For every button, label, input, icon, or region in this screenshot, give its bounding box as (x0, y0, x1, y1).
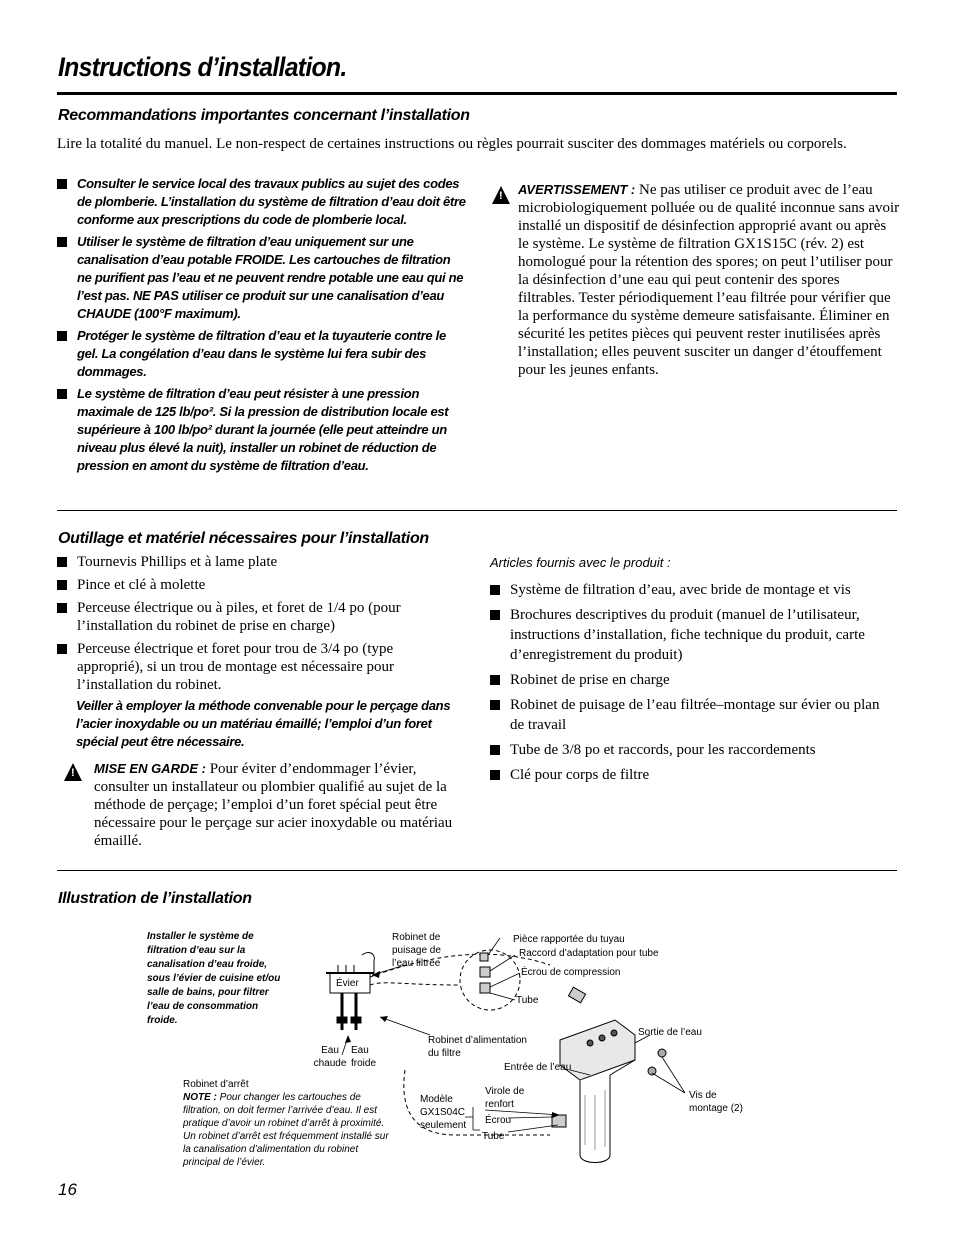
list-item: Clé pour corps de filtre (490, 765, 895, 785)
bullet-square (57, 580, 67, 590)
caution-label: MISE EN GARDE : (94, 761, 206, 776)
label-vis-montage: Vis de montage (2) (689, 1090, 743, 1114)
filter-housing (552, 1020, 635, 1163)
label-raccord-adaptation: Raccord d’adaptation pour tube (519, 948, 659, 959)
label-robinet-arret: Robinet d’arrêt (183, 1079, 249, 1090)
list-item: Tournevis Phillips et à lame plate (57, 553, 457, 571)
caution-icon: ! (64, 763, 82, 781)
supplied-heading: Articles fournis avec le produit : (490, 555, 671, 570)
label-eau-chaude: Eau chaude (313, 1045, 347, 1069)
bullet-square (57, 179, 67, 189)
caution-text: Pour éviter d’endommager l’évier, consulter un installateur ou plombier qualifié au sujet de la méthode de perçage; l’emploi d’un foret spécial peut être nécessaire pour le perçage sur acier inoxydable ou matériau émaillé. (94, 761, 453, 849)
label-sortie-eau: Sortie de l’eau (638, 1027, 702, 1038)
install-note: Installer le système de filtration d’eau sur la canalisation d’eau froide, sous l’évier de cuisine et/ou salle de bains, pour filtrer l’eau de consommation froide. (147, 931, 281, 1026)
label-virole: Virole de renfort (485, 1086, 525, 1110)
bullet-square (490, 610, 500, 620)
bullet-square (57, 389, 67, 399)
bullet-square (57, 237, 67, 247)
tools-list (57, 553, 457, 694)
note-text: Pour changer les cartouches de filtration, on doit fermer l’arrivée d’eau. Il est pratique d’avoir un robinet d’arrêt à proximité. Un robinet d’arrêt est fréquemment installé sur la canalisation d’alimentation du robinet principal de l’évier. (183, 1092, 389, 1168)
list-item: Perceuse électrique et foret pour trou de 3/4 po (type approprié), si un trou de montage est nécessaire pour l’installation du robinet. (57, 640, 457, 694)
intro-paragraph: Lire la totalité du manuel. Le non-respect de certaines instructions ou règles pourrait susciter des dommages matériels ou corporels. (57, 136, 847, 152)
bullet-square (490, 700, 500, 710)
bullet-square (490, 675, 500, 685)
label-tube: Tube (516, 995, 539, 1006)
warning-block (518, 181, 900, 379)
label-tube-2: Tube (482, 1131, 505, 1142)
bullet-square (57, 557, 67, 567)
section-divider (57, 510, 897, 511)
recommendations-list (57, 175, 467, 475)
bullet-square (490, 745, 500, 755)
section-heading-tools: Outillage et matériel nécessaires pour l’installation (58, 530, 429, 547)
caution-block (94, 760, 464, 850)
bullet-square (490, 585, 500, 595)
list-item: Pince et clé à molette (57, 576, 457, 594)
section-heading-recommendations: Recommandations importantes concernant l’installation (58, 107, 470, 124)
section-divider (57, 870, 897, 871)
list-item: Le système de filtration d’eau peut résister à une pression maximale de 125 lb/po². Si la pression de distribution locale est supérieure à 100 lb/po² durant la journée (elle peut atteindre un niveau plus élevé la nuit), installer un robinet de réduction de pression en amont du système de filtration d’eau. (57, 385, 467, 475)
warning-icon: ! (492, 186, 510, 204)
bullet-square (490, 770, 500, 780)
sink-illustration (326, 953, 374, 1030)
label-evier: Évier (336, 978, 359, 989)
drill-note: Veiller à employer la méthode convenable pour le perçage dans l’acier inoxydable ou un matériau émaillé; l’emploi d’un foret spécial peut être nécessaire. (76, 698, 451, 749)
label-ecrou: Écrou (485, 1115, 512, 1126)
label-eau-froide: Eau froide (351, 1045, 377, 1069)
bullet-square (57, 644, 67, 654)
label-modele: Modèle GX1S04C seulement (420, 1094, 467, 1131)
label-entree-eau: Entrée de l’eau (504, 1062, 572, 1073)
label-piece-rapportee: Pièce rapportée du tuyau (513, 934, 625, 945)
list-item: Système de filtration d’eau, avec bride de montage et vis (490, 580, 895, 600)
list-item: Robinet de prise en charge (490, 670, 895, 690)
title-rule (57, 92, 897, 95)
list-item: Tube de 3/8 po et raccords, pour les raccordements (490, 740, 895, 760)
diagram-note (183, 1091, 398, 1169)
page-title: Instructions d’installation. (58, 52, 347, 82)
list-item: Consulter le service local des travaux publics au sujet des codes de plomberie. L’installation du système de filtration d’eau doit être conforme aux prescriptions du code de plomberie local. (57, 175, 467, 229)
bullet-square (57, 603, 67, 613)
label-robinet-puisage: Robinet de puisage de l’eau filtrée (392, 932, 441, 969)
list-item: Perceuse électrique ou à piles, et foret de 1/4 po (pour l’installation du robinet de prise en charge) (57, 599, 457, 635)
warning-text: Ne pas utiliser ce produit avec de l’eau microbiologiquement polluée ou de qualité inconnue sans avoir installé un dispositif de désinfection approprié avant ou après le système. Le système de filtration GX1S15C (rév. 2) est homologué pour la rétention des spores; on peut l’utiliser pour la désinfection d’une eau qui peut contenir des spores filtrables. Tester périodiquement l’eau filtrée pour vérifier que la performance du système demeure satisfaisante. Éliminer en sécurité les petites pièces qui peuvent rester inutilisées après l’installation; elles peuvent susciter un danger d’étouffement pour les jeunes enfants. (518, 182, 900, 378)
list-item: Brochures descriptives du produit (manuel de l’utilisateur, instructions d’installation, fiche technique du produit, carte d’enregistrement du produit) (490, 605, 895, 665)
page-number: 16 (58, 1180, 77, 1199)
bullet-square (57, 331, 67, 341)
warning-label: AVERTISSEMENT : (518, 182, 636, 197)
supplied-list (490, 580, 895, 785)
label-robinet-alimentation: Robinet d’alimentation du filtre (428, 1035, 527, 1059)
label-ecrou-compression: Écrou de compression (521, 967, 621, 978)
section-heading-illustration: Illustration de l’installation (58, 890, 252, 907)
list-item: Robinet de puisage de l’eau filtrée–montage sur évier ou plan de travail (490, 695, 895, 735)
note-label: NOTE : (183, 1092, 217, 1103)
list-item: Utiliser le système de filtration d’eau uniquement sur une canalisation d’eau potable FROIDE. Les cartouches de filtration ne purifient pas l’eau et ne peuvent rendre potable une eau qui ne l’est pas. NE PAS utiliser ce produit sur une canalisation d’eau CHAUDE (100°F maximum). (57, 233, 467, 323)
list-item: Protéger le système de filtration d’eau et la tuyauterie contre le gel. La congélation d’eau dans le système lui fera subir des dommages. (57, 327, 467, 381)
